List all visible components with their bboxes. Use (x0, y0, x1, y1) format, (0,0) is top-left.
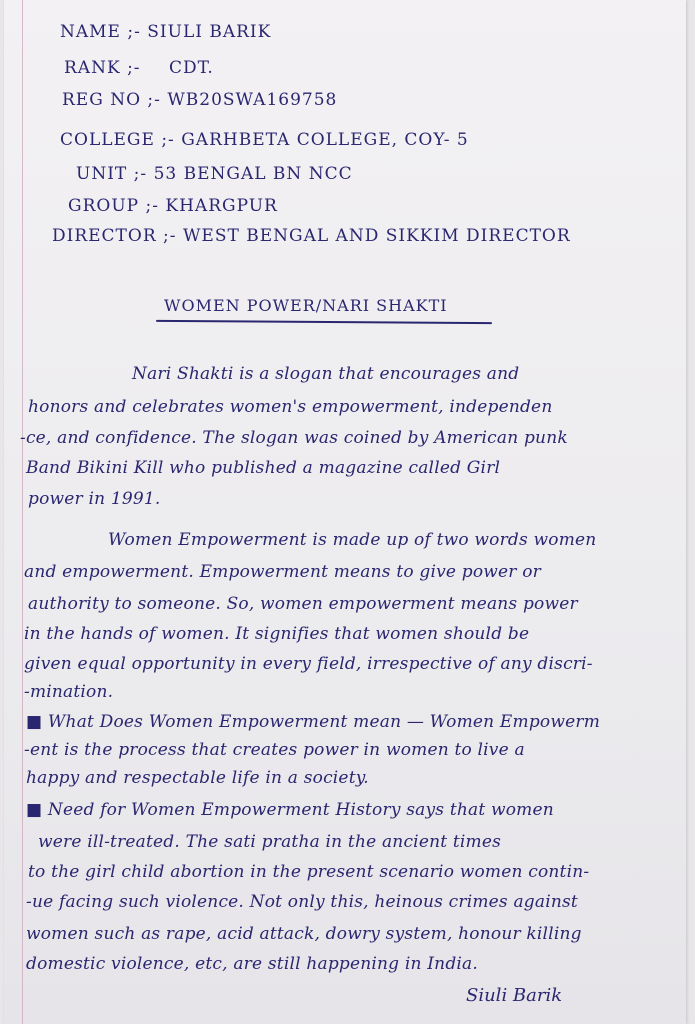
director-field (52, 226, 571, 246)
body-line: Nari Shakti is a slogan that encourages and (132, 364, 520, 384)
reg-no-label: REG NO (62, 90, 142, 110)
margin-line (22, 0, 23, 1024)
group-label: GROUP (68, 196, 140, 216)
rank-label: RANK (64, 58, 121, 78)
body-line: ■ Need for Women Empowerment History says that women (26, 800, 554, 820)
body-line: honors and celebrates women's empowerment, independen (28, 397, 553, 417)
separator: ;- (145, 196, 159, 216)
unit-label: UNIT (76, 164, 128, 184)
separator: ;- (133, 164, 148, 184)
separator: ;- (163, 226, 177, 246)
body-line: authority to someone. So, women empowerment means power (28, 594, 578, 614)
body-line: were ill-treated. The sati pratha in the ancient times (38, 832, 502, 852)
director-label: DIRECTOR (52, 226, 157, 246)
separator: ;- (127, 58, 141, 78)
essay-title: WOMEN POWER/NARI SHAKTI (164, 296, 448, 315)
body-line: women such as rape, acid attack, dowry system, honour killing (26, 924, 582, 944)
director-value: WEST BENGAL AND SIKKIM DIRECTOR (182, 226, 571, 246)
group-value: KHARGPUR (165, 196, 278, 216)
reg-no-field (62, 90, 337, 110)
body-line: -mination. (24, 682, 114, 702)
title-underline (156, 320, 492, 324)
name-value: SIULI BARIK (147, 22, 272, 42)
rank-field (64, 58, 214, 78)
unit-value: 53 BENGAL BN NCC (153, 164, 353, 184)
body-line: -ent is the process that creates power in women to live a (24, 740, 525, 760)
college-label: COLLEGE (60, 130, 155, 150)
body-line: -ce, and confidence. The slogan was coined by American punk (20, 428, 568, 448)
signature: Siuli Barik (466, 985, 563, 1006)
separator: ;- (161, 130, 175, 150)
notebook-page (4, 0, 686, 1024)
group-field (68, 196, 278, 216)
body-line: given equal opportunity in every field, irrespective of any discri- (24, 654, 593, 674)
body-line: power in 1991. (28, 489, 161, 509)
unit-field (76, 164, 353, 184)
body-line: domestic violence, etc, are still happening in India. (26, 954, 478, 974)
body-line: Band Bikini Kill who published a magazine called Girl (26, 458, 501, 478)
body-line: Women Empowerment is made up of two words women (108, 530, 597, 550)
separator: ;- (127, 22, 141, 42)
reg-no-value: WB20SWA169758 (167, 90, 338, 110)
separator: ;- (147, 90, 161, 110)
body-line: ■ What Does Women Empowerment mean — Women Empowerm (26, 712, 601, 732)
body-line: and empowerment. Empowerment means to give power or (24, 562, 541, 582)
body-line: -ue facing such violence. Not only this, heinous crimes against (26, 892, 578, 912)
body-line: in the hands of women. It signifies that women should be (24, 624, 530, 644)
body-line: happy and respectable life in a society. (26, 768, 369, 788)
name-label: NAME (60, 22, 121, 42)
body-line: to the girl child abortion in the present scenario women contin- (28, 862, 590, 882)
rank-value: CDT. (168, 58, 214, 78)
name-field (60, 22, 271, 42)
college-field (60, 130, 469, 150)
college-value: GARHBETA COLLEGE, COY- 5 (181, 130, 469, 150)
